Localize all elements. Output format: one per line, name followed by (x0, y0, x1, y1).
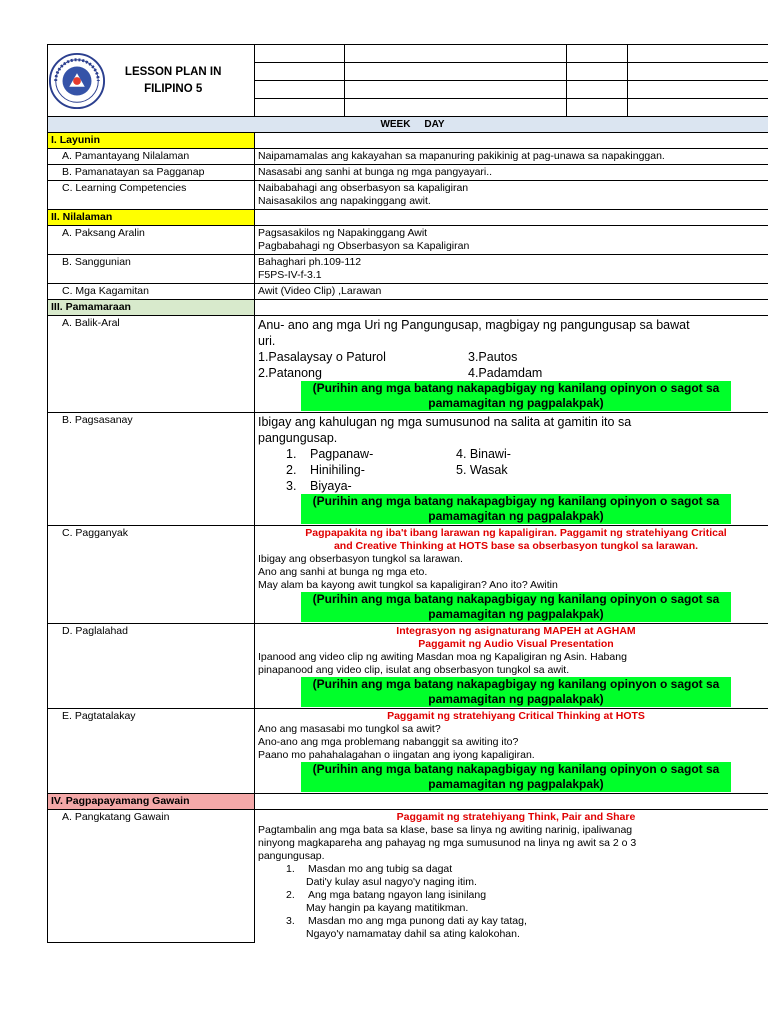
list-item: 2.Patanong (258, 366, 322, 380)
pagganyak-content (255, 526, 768, 624)
deped-seal-icon (48, 52, 106, 110)
purihin-note (301, 381, 731, 411)
balik-aral-content (255, 316, 768, 413)
list-item: Biyaya- (310, 479, 352, 493)
row-value (255, 255, 768, 284)
title-line-1: LESSON PLAN IN (124, 65, 222, 78)
list-number: 2. (286, 463, 297, 477)
header-cell (345, 63, 567, 81)
list-row (258, 478, 768, 494)
row-label: E. Pagtatalakay (48, 709, 255, 794)
section-pamamaraan: III. Pamamaraan (48, 300, 255, 316)
text-line: Pagsasakilos ng Napakinggang Awit (258, 227, 428, 239)
paglalahad-content (255, 624, 768, 709)
list-item-continued: May hangin pa kayang matitikman. (306, 902, 469, 914)
text-line: (Purihin ang mga batang nakapagbigay ng kanilang opinyon o sagot sa (312, 677, 720, 691)
header-cell (567, 99, 628, 117)
text-line: pamamagitan ng pagpalakpak) (428, 509, 604, 523)
text-line: (Purihin ang mga batang nakapagbigay ng kanilang opinyon o sagot sa (312, 494, 720, 508)
text-line: Pagpapakita ng iba't ibang larawan ng kapaligiran. Paggamit ng stratehiyang Critical (305, 527, 727, 539)
header-cell (567, 45, 628, 63)
strategy-note: Paggamit ng stratehiyang Think, Pair and Share (396, 811, 636, 823)
list-row (258, 863, 768, 876)
header-cell (255, 63, 345, 81)
list-row (258, 446, 768, 462)
text-line: pangungusap. (258, 850, 325, 862)
header-cell (255, 45, 345, 63)
purihin-note (301, 762, 731, 792)
row-label: B. Sanggunian (48, 255, 255, 284)
text-line: Naibabahagi ang obserbasyon sa kapaligiran (258, 182, 469, 194)
row-value (255, 226, 768, 255)
lesson-plan-sheet (47, 44, 768, 943)
text-line: Pagtambalin ang mga bata sa klase, base sa linya ng awiting narinig, ipaliwanag (258, 824, 633, 836)
pangkatang-content (255, 810, 768, 943)
list-number: 3. (286, 915, 295, 927)
section-nilalaman: II. Nilalaman (48, 210, 255, 226)
list-item-continued: Ngayo'y namamatay dahil sa ating kalokohan. (306, 928, 520, 940)
text-line: Ipanood ang video clip ng awiting Masdan moa ng Kapaligiran ng Asin. Habang (258, 651, 627, 663)
list-item: Pagpanaw- (310, 447, 374, 461)
list-item: 4. Binawi- (456, 447, 511, 461)
header-title (125, 64, 221, 98)
row-label: B. Pagsasanay (48, 413, 255, 526)
text-line: pangungusap. (258, 431, 338, 445)
section-pagpapayamang: IV. Pagpapayamang Gawain (48, 794, 255, 810)
header-cell (628, 45, 768, 63)
header-cell (567, 81, 628, 99)
text-line: Ano-ano ang mga problemang nabanggit sa awiting ito? (258, 736, 519, 748)
section-layunin-value (255, 133, 768, 149)
row-label: D. Paglalahad (48, 624, 255, 709)
text-line: Bahaghari ph.109-112 (258, 256, 362, 268)
text-line: (Purihin ang mga batang nakapagbigay ng kanilang opinyon o sagot sa (312, 592, 720, 606)
list-item: 4.Padamdam (468, 366, 543, 380)
header-cell (255, 99, 345, 117)
row-value: Naipamamalas ang kakayahan sa mapanuring pakikinig at pag-unawa sa napakinggan. (255, 149, 768, 165)
row-label: C. Learning Competencies (48, 181, 255, 210)
pagtatalakay-content (255, 709, 768, 794)
text-line: Paggamit ng Audio Visual Presentation (418, 638, 614, 650)
header-cell (255, 81, 345, 99)
lesson-plan-table (47, 44, 768, 943)
list-number: 1. (286, 863, 295, 875)
list-item: Hinihiling- (310, 463, 365, 477)
list-number: 2. (286, 889, 295, 901)
text-line: F5PS-IV-f-3.1 (258, 269, 322, 281)
text-line: uri. (258, 334, 276, 348)
text-line: Ano ang sanhi at bunga ng mga eto. (258, 566, 428, 578)
text-line: Paano mo pahahalagahan o iingatan ang iyong kapaligiran. (258, 749, 535, 761)
purihin-note (301, 494, 731, 524)
list-row (258, 915, 768, 928)
row-label: C. Mga Kagamitan (48, 284, 255, 300)
text-line: (Purihin ang mga batang nakapagbigay ng kanilang opinyon o sagot sa (312, 762, 720, 776)
list-number: 1. (286, 447, 297, 461)
pagsasanay-content (255, 413, 768, 526)
header-logo-cell (48, 45, 255, 117)
text-line: (Purihin ang mga batang nakapagbigay ng kanilang opinyon o sagot sa (312, 381, 720, 395)
text-line: Naisasakilos ang napakinggang awit. (258, 195, 431, 207)
list-item: Masdan mo ang tubig sa dagat (308, 863, 453, 875)
row-label: B. Pamanatayan sa Pagganap (48, 165, 255, 181)
header-cell (567, 63, 628, 81)
text-line: Ibigay ang obserbasyon tungkol sa larawan. (258, 553, 463, 565)
text-line: Ibigay ang kahulugan ng mga sumusunod na salita at gamitin ito sa (258, 415, 632, 429)
row-label: A. Balik-Aral (48, 316, 255, 413)
text-line: May alam ba kayong awit tungkol sa kapaligiran? Ano ito? Awitin (258, 579, 558, 591)
title-line-2: FILIPINO 5 (144, 82, 203, 95)
list-item: Masdan mo ang mga punong dati ay kay tatag, (308, 915, 527, 927)
list-row (258, 365, 768, 381)
purihin-note (301, 677, 731, 707)
list-item: Ang mga batang ngayon lang isinilang (308, 889, 487, 901)
header-row-1 (48, 45, 768, 63)
header-cell (345, 99, 567, 117)
list-row (258, 349, 768, 365)
section-pagpapayamang-value (255, 794, 768, 810)
section-pamamaraan-value (255, 300, 768, 316)
text-line: Integrasyon ng asignaturang MAPEH at AGHAM (396, 625, 636, 637)
text-line: pamamagitan ng pagpalakpak) (428, 607, 604, 621)
text-line: pamamagitan ng pagpalakpak) (428, 692, 604, 706)
text-line: Ano ang masasabi mo tungkol sa awit? (258, 723, 441, 735)
row-label: C. Pagganyak (48, 526, 255, 624)
list-item: 3.Pautos (468, 350, 518, 364)
text-line: pinapanood ang video clip, isulat ang obserbasyon tungkol sa awit. (258, 664, 570, 676)
text-line: pamamagitan ng pagpalakpak) (428, 777, 604, 791)
list-row (258, 462, 768, 478)
row-label: A. Pamantayang Nilalaman (48, 149, 255, 165)
week-day-row: WEEK DAY (48, 117, 768, 133)
text-line: Anu- ano ang mga Uri ng Pangungusap, magbigay ng pangungusap sa bawat (258, 318, 690, 332)
header-cell (628, 81, 768, 99)
row-value (255, 181, 768, 210)
list-item-continued: Dati'y kulay asul nagyo'y naging itim. (306, 876, 477, 888)
text-line: ninyong magkapareha ang pahayag ng mga sumusunod na linya ng awit sa 2 o 3 (258, 837, 637, 849)
list-item: 5. Wasak (456, 463, 508, 477)
strategy-note (258, 625, 768, 651)
header-cell (628, 99, 768, 117)
list-number: 3. (286, 479, 297, 493)
row-value: Awit (Video Clip) ,Larawan (255, 284, 768, 300)
list-row (258, 889, 768, 902)
row-label: A. Pangkatang Gawain (48, 810, 255, 943)
text-line: and Creative Thinking at HOTS base sa obserbasyon tungkol sa larawan. (333, 540, 699, 552)
row-label: A. Paksang Aralin (48, 226, 255, 255)
purihin-note (301, 592, 731, 622)
section-nilalaman-value (255, 210, 768, 226)
strategy-note (258, 527, 768, 553)
list-item: 1.Pasalaysay o Paturol (258, 350, 386, 364)
row-value: Nasasabi ang sanhi at bunga ng mga pangyayari.. (255, 165, 768, 181)
header-cell (345, 45, 567, 63)
strategy-note: Paggamit ng stratehiyang Critical Thinking at HOTS (387, 710, 645, 722)
header-cell (628, 63, 768, 81)
text-line: pamamagitan ng pagpalakpak) (428, 396, 604, 410)
header-cell (345, 81, 567, 99)
text-line: Pagbabahagi ng Obserbasyon sa Kapaligiran (258, 240, 470, 252)
section-layunin: I. Layunin (48, 133, 255, 149)
